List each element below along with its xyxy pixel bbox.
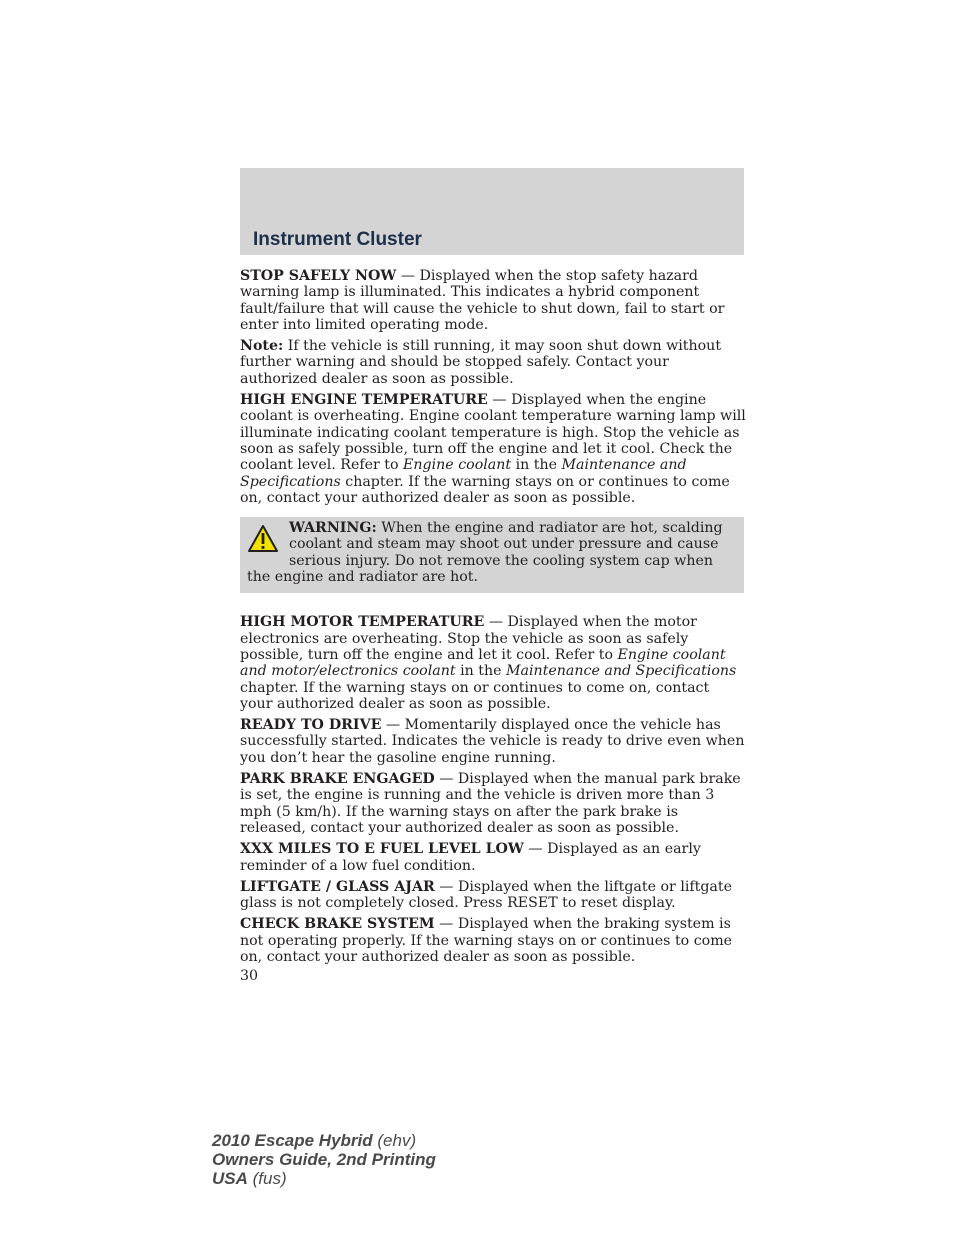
entry-term: CHECK BRAKE SYSTEM xyxy=(240,916,435,933)
entry-text: — Displayed when the motor electronics are overheating. Stop the vehicle as soon as safely possible, turn off the engine and let it cool. Refer to xyxy=(240,614,697,663)
entry-text: — Displayed when the engine coolant is overheating. Engine coolant temperature warning lamp will illuminate indicating coolant temperature is high. Stop the vehicle as soon as safely possible, turn off the engine and let it cool. Check the coolant level. Refer to xyxy=(240,392,746,474)
footer-market-code: (fus) xyxy=(247,1169,287,1188)
cross-reference: Maintenance and Specifications xyxy=(240,457,687,490)
warning-label: WARNING: xyxy=(289,520,377,537)
footer-line-2 xyxy=(212,1150,436,1169)
footer-line-1 xyxy=(212,1131,436,1150)
entry-park-brake-engaged xyxy=(240,771,746,836)
document-footer xyxy=(212,1131,436,1188)
warning-text xyxy=(247,520,738,585)
entry-text: — Displayed when the liftgate or liftgate glass is not completely closed. Press RESET to reset display. xyxy=(240,878,732,912)
entry-term: STOP SAFELY NOW xyxy=(240,268,397,284)
entry-term: HIGH MOTOR TEMPERATURE xyxy=(240,614,485,631)
note-paragraph xyxy=(240,338,746,387)
page-content xyxy=(240,268,746,985)
entry-text: chapter. If the warning stays on or continues to come on, contact your authorized dealer as soon as possible. xyxy=(240,473,730,506)
entry-term: READY TO DRIVE xyxy=(240,717,382,734)
entry-check-brake-system xyxy=(240,916,746,965)
footer-model-code: (ehv) xyxy=(372,1131,417,1150)
page-title: Instrument Cluster xyxy=(253,229,422,250)
entry-fuel-level-low xyxy=(240,841,746,874)
footer-model: 2010 Escape Hybrid xyxy=(212,1131,373,1150)
note-label: Note: xyxy=(240,338,284,355)
entry-term: LIFTGATE / GLASS AJAR xyxy=(240,878,435,895)
entry-term: XXX MILES TO E FUEL LEVEL LOW xyxy=(240,841,524,858)
cross-reference: Engine coolant and motor/electronics coolant xyxy=(240,646,726,680)
entry-term: HIGH ENGINE TEMPERATURE xyxy=(240,392,488,409)
entry-text: in the xyxy=(455,663,507,680)
entry-text: — Displayed when the manual park brake is set, the engine is running and the vehicle is driven more than 3 mph (5 km/h). If the warning stays on after the park brake is released, contact your authorized dealer as soon as possible. xyxy=(240,771,741,836)
entry-text: — Displayed when the stop safety hazard warning lamp is illuminated. This indicates a hybrid component fault/failure that will cause the vehicle to shut down, fail to start or enter into limited operating mode. xyxy=(240,268,725,333)
warning-body: When the engine and radiator are hot, scalding coolant and steam may shoot out under pressure and cause serious injury. Do not remove the cooling system cap when the engine and radiator are hot. xyxy=(247,520,723,586)
entry-text: in the xyxy=(511,457,562,474)
entry-text: — Momentarily displayed once the vehicle has successfully started. Indicates the vehicle is ready to drive even when you don’t hear the gasoline engine running. xyxy=(240,717,745,766)
entry-high-engine-temperature xyxy=(240,392,746,506)
entry-text: chapter. If the warning stays on or continues to come on, contact your authorized dealer as soon as possible. xyxy=(240,679,710,712)
warning-triangle-icon xyxy=(247,524,279,554)
entry-term: PARK BRAKE ENGAGED xyxy=(240,771,435,788)
entry-text: — Displayed when the braking system is not operating properly. If the warning stays on or continues to come on, contact your authorized dealer as soon as possible. xyxy=(240,916,733,965)
section-header xyxy=(240,168,744,255)
page-number: 30 xyxy=(240,968,259,985)
footer-printing: Owners Guide, 2nd Printing xyxy=(212,1150,436,1169)
cross-reference: Engine coolant xyxy=(403,457,512,474)
warning-box xyxy=(240,517,744,593)
entry-stop-safely xyxy=(240,268,746,333)
note-text: If the vehicle is still running, it may soon shut down without further warning and should be stopped safely. Contact your authorized dealer as soon as possible. xyxy=(240,338,722,387)
entry-ready-to-drive xyxy=(240,717,746,766)
footer-line-3 xyxy=(212,1169,436,1188)
entry-liftgate-glass-ajar xyxy=(240,879,746,912)
entry-text: — Displayed as an early reminder of a low fuel condition. xyxy=(240,841,701,874)
footer-market: USA xyxy=(212,1169,248,1188)
entry-high-motor-temperature xyxy=(240,614,746,712)
cross-reference: Maintenance and Specifications xyxy=(506,663,737,680)
